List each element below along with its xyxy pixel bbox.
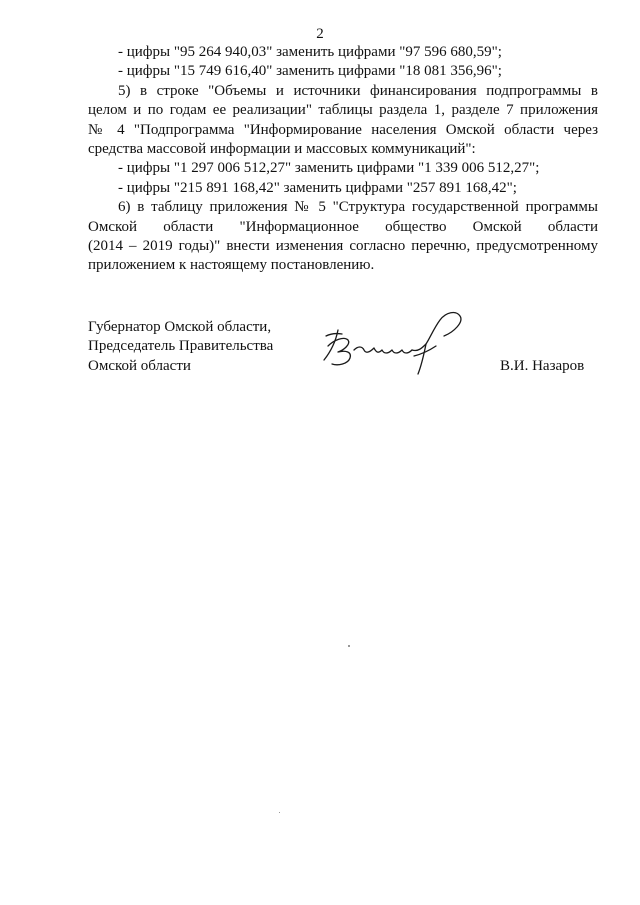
text-line: средства массовой информации и массовых коммуникаций": xyxy=(88,141,476,158)
text-line: - цифры "1 297 006 512,27" заменить цифрами "1 339 006 512,27"; xyxy=(118,160,540,177)
signer-title-line: Губернатор Омской области, xyxy=(88,319,272,335)
text-line: Омской области "Информационное общество Омской области xyxy=(88,218,598,235)
text-line: целом и по годам ее реализации" таблицы раздела 1, разделе 7 приложения xyxy=(88,102,598,119)
text-line: (2014 – 2019 годы)" внести изменения согласно перечню, предусмотренному xyxy=(88,238,598,255)
scan-speck xyxy=(279,812,280,813)
document-body xyxy=(88,43,598,276)
text-line: приложением к настоящему постановлению. xyxy=(88,257,375,274)
signer-name: В.И. Назаров xyxy=(500,358,585,374)
text-line: № 4 "Подпрограмма "Информирование населения Омской области через xyxy=(88,121,598,138)
signer-title-line: Омской области xyxy=(88,357,191,374)
scan-speck xyxy=(348,645,350,647)
signer-title xyxy=(88,318,273,376)
text-line: 6) в таблицу приложения № 5 "Структура государственной программы xyxy=(118,199,598,216)
text-line: - цифры "95 264 940,03" заменить цифрами "97 596 680,59"; xyxy=(118,44,502,60)
page-number: 2 xyxy=(316,26,324,42)
text-line: 5) в строке "Объемы и источники финансирования подпрограммы в xyxy=(118,82,598,99)
text-line: - цифры "15 749 616,40" заменить цифрами "18 081 356,96"; xyxy=(118,63,502,80)
text-line: - цифры "215 891 168,42" заменить цифрами "257 891 168,42"; xyxy=(118,179,517,196)
signer-title-line: Председатель Правительства xyxy=(88,338,274,355)
handwritten-signature-icon xyxy=(318,306,468,378)
